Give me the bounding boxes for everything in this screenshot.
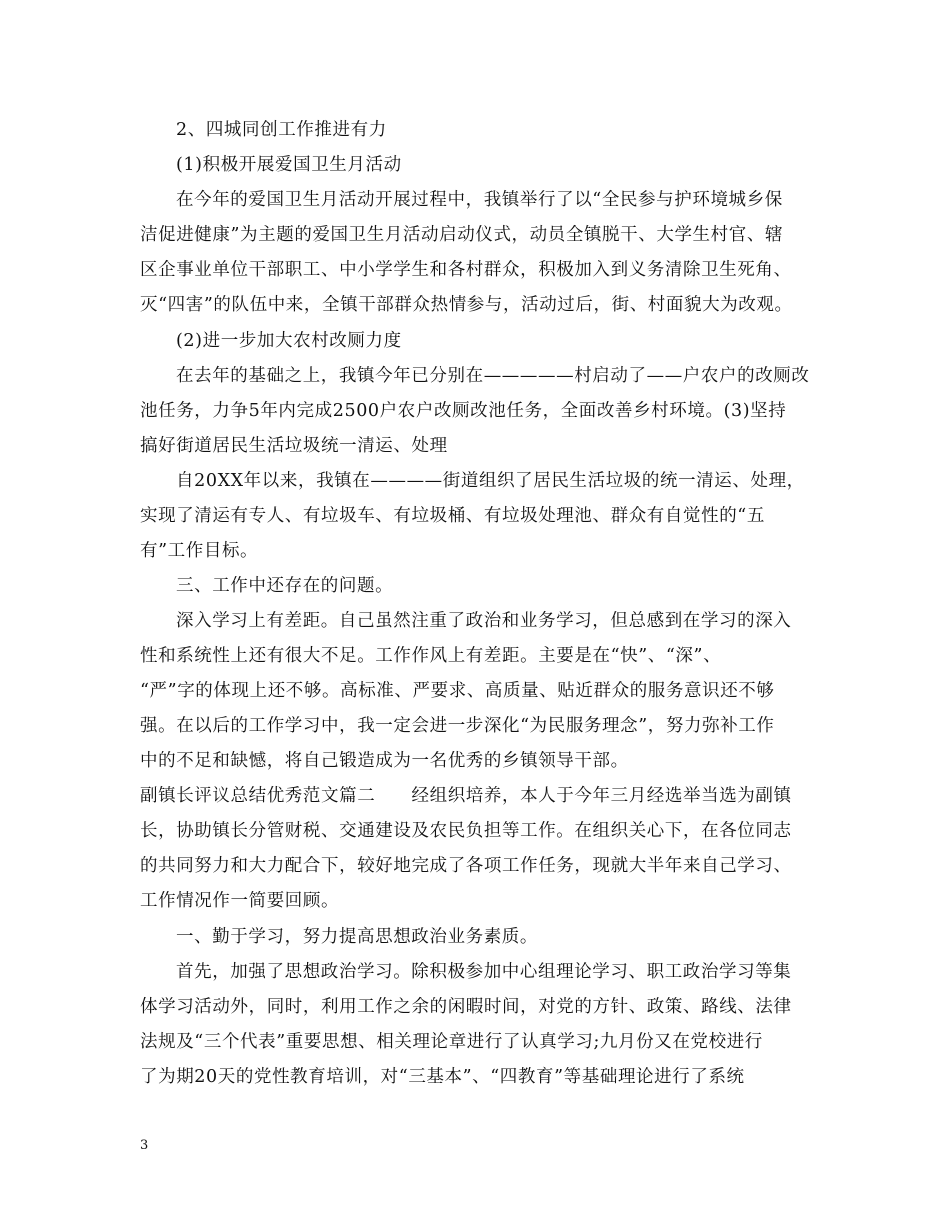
paragraph-line: “严”字的体现上还不够。高标准、严要求、高质量、贴近群众的服务意识还不够 — [140, 681, 775, 701]
subsection-heading: (1)积极开展爱国卫生月活动 — [176, 155, 402, 175]
section-heading: 三、工作中还存在的问题。 — [176, 576, 394, 596]
paragraph-line: 自20XX年以来，我镇在————街道组织了居民生活垃圾的统一清运、处理， — [176, 471, 805, 491]
paragraph-line: 法规及“三个代表”重要思想、相关理论章进行了认真学习;九月份又在党校进行 — [140, 1032, 763, 1052]
paragraph-line: 体学习活动外，同时，利用工作之余的闲暇时间，对党的方针、政策、路线、法律 — [140, 997, 792, 1017]
paragraph-line: 灭“四害”的队伍中来，全镇干部群众热情参与，活动过后，街、村面貌大为改观。 — [140, 295, 793, 315]
paragraph-line: 区企事业单位干部职工、中小学学生和各村群众，积极加入到义务清除卫生死角、 — [140, 260, 792, 280]
paragraph-line: 强。在以后的工作学习中，我一定会进一步深化“为民服务理念”，努力弥补工作 — [140, 716, 775, 736]
paragraph-line: 性和系统性上还有很大不足。工作作风上有差距。主要是在“快”、“深”、 — [140, 646, 722, 666]
paragraph-line: 工作情况作一简要回顾。 — [140, 891, 340, 911]
paragraph-line: 池任务，力争5年内完成2500户农户改厕改池任务，全面改善乡村环境。(3)坚持 — [140, 401, 787, 421]
paragraph-line: 的共同努力和大力配合下，较好地完成了各项工作任务，现就大半年来自己学习、 — [140, 856, 792, 876]
paragraph-line: 洁促进健康”为主题的爱国卫生月活动启动仪式，动员全镇脱干、大学生村官、辖 — [140, 225, 784, 245]
section-heading: 一、勤于学习，努力提高思想政治业务素质。 — [176, 927, 538, 947]
paragraph-line: 副镇长评议总结优秀范文篇二 经组织培养，本人于今年三月经选举当选为副镇 — [140, 786, 792, 806]
paragraph-line: 有”工作目标。 — [140, 541, 259, 561]
page-number: 3 — [140, 1138, 149, 1153]
paragraph-line: 在去年的基础之上，我镇今年已分别在—————村启动了——户农户的改厕改 — [176, 366, 810, 386]
paragraph-line: 实现了清运有专人、有垃圾车、有垃圾桶、有垃圾处理池、群众有自觉性的“五 — [140, 506, 765, 526]
paragraph-line: 首先，加强了思想政治学习。除积极参加中心组理论学习、职工政治学习等集 — [176, 962, 792, 982]
paragraph-line: 长，协助镇长分管财税、交通建设及农民负担等工作。在组织关心下，在各位同志 — [140, 821, 792, 841]
paragraph-line: 深入学习上有差距。自己虽然注重了政治和业务学习，但总感到在学习的深入 — [176, 611, 792, 631]
paragraph-line: 中的不足和缺憾，将自己锻造成为一名优秀的乡镇领导干部。 — [140, 751, 629, 771]
paragraph-line: 搞好街道居民生活垃圾统一清运、处理 — [140, 436, 448, 456]
section-heading: 2、四城同创工作推进有力 — [176, 120, 387, 140]
subsection-heading: (2)进一步加大农村改厕力度 — [176, 331, 402, 351]
paragraph-line: 在今年的爱国卫生月活动开展过程中，我镇举行了以“全民参与护环境城乡保 — [176, 190, 783, 210]
paragraph-line: 了为期20天的党性教育培训，对“三基本”、“四教育”等基础理论进行了系统 — [140, 1067, 745, 1087]
